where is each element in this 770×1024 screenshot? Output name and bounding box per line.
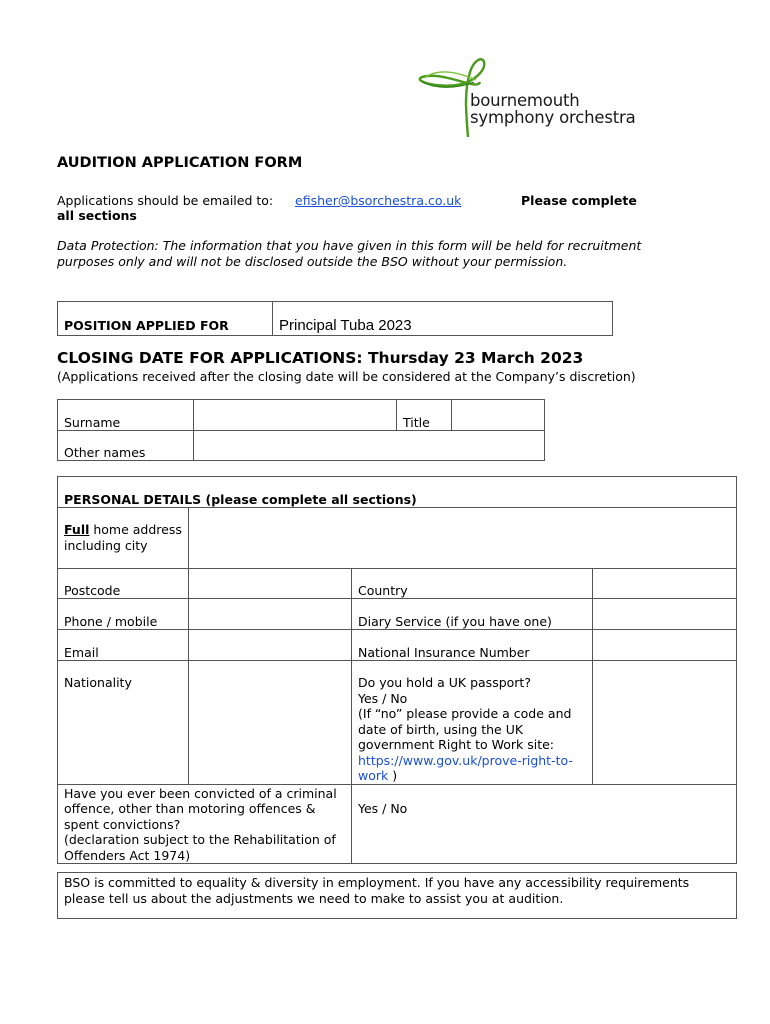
title-field[interactable]: [452, 400, 545, 431]
other-names-label: Other names: [58, 431, 194, 461]
country-label: Country: [352, 569, 593, 599]
position-table: [57, 301, 613, 336]
all-sections-text: all sections: [57, 208, 137, 223]
conviction-yes-no[interactable]: Yes / No: [352, 784, 737, 864]
surname-field[interactable]: [194, 400, 397, 431]
email-field-label: Email: [58, 630, 189, 661]
nationality-field[interactable]: [189, 661, 352, 785]
address-full-word: Full: [64, 522, 90, 537]
passport-note: (If “no” please provide a code and date of birth, using the UK government Right to Work site:: [358, 706, 572, 752]
postcode-field[interactable]: [189, 569, 352, 599]
right-to-work-link[interactable]: https://www.gov.uk/prove-right-to-work: [358, 752, 573, 783]
data-protection-notice: Data Protection: The information that you have given in this form will be held for recruitment purposes only and will not be disclosed outside the BSO without your permission.: [57, 238, 642, 269]
address-label: [58, 508, 189, 569]
country-field[interactable]: [593, 569, 737, 599]
address-label-rest: home address including city: [64, 522, 182, 553]
ni-label: National Insurance Number: [352, 630, 593, 661]
logo-wordmark: [470, 92, 636, 126]
names-table: [57, 399, 545, 461]
rtw-close: ): [388, 768, 398, 783]
title-label: Title: [397, 400, 452, 431]
passport-yes-no[interactable]: Yes / No: [358, 690, 408, 706]
surname-label: Surname: [58, 400, 194, 431]
closing-date-note: (Applications received after the closing date will be considered at the Company’s discretion): [57, 369, 636, 384]
passport-field[interactable]: [593, 661, 737, 785]
other-names-field[interactable]: [194, 431, 545, 461]
passport-cell: [352, 661, 593, 785]
email-field[interactable]: [189, 630, 352, 661]
logo-line-2: symphony orchestra: [470, 108, 636, 127]
position-field[interactable]: Principal Tuba 2023: [273, 302, 613, 336]
conviction-note: (declaration subject to the Rehabilitation of Offenders Act 1974): [64, 832, 336, 863]
phone-label: Phone / mobile: [58, 599, 189, 630]
personal-details-heading: PERSONAL DETAILS (please complete all sections): [58, 477, 737, 508]
postcode-label: Postcode: [58, 569, 189, 599]
diary-field[interactable]: [593, 599, 737, 630]
email-link[interactable]: efisher@bsorchestra.co.uk: [295, 193, 462, 208]
form-title: AUDITION APPLICATION FORM: [57, 155, 303, 171]
passport-question: Do you hold a UK passport?: [358, 675, 531, 690]
conviction-question-cell: [58, 784, 352, 864]
address-field[interactable]: [189, 508, 737, 569]
position-label: POSITION APPLIED FOR: [58, 302, 273, 336]
bso-logo: [418, 52, 658, 142]
conviction-question: Have you ever been convicted of a criminal offence, other than motoring offences & spent convictions?: [64, 785, 337, 832]
logo-line-1: bournemouth: [470, 91, 580, 110]
equality-statement: BSO is committed to equality & diversity in employment. If you have any accessibility requirements please tell us about the adjustments we need to make to assist you at audition.: [58, 873, 737, 919]
ni-field[interactable]: [593, 630, 737, 661]
phone-field[interactable]: [189, 599, 352, 630]
equality-table: [57, 872, 737, 919]
nationality-label: Nationality: [58, 661, 189, 785]
please-complete-text: Please complete: [521, 193, 637, 208]
diary-label: Diary Service (if you have one): [352, 599, 593, 630]
email-label: Applications should be emailed to:: [57, 193, 274, 208]
closing-date-heading: CLOSING DATE FOR APPLICATIONS: Thursday 23 March 2023: [57, 349, 584, 367]
personal-details-table: [57, 476, 737, 864]
